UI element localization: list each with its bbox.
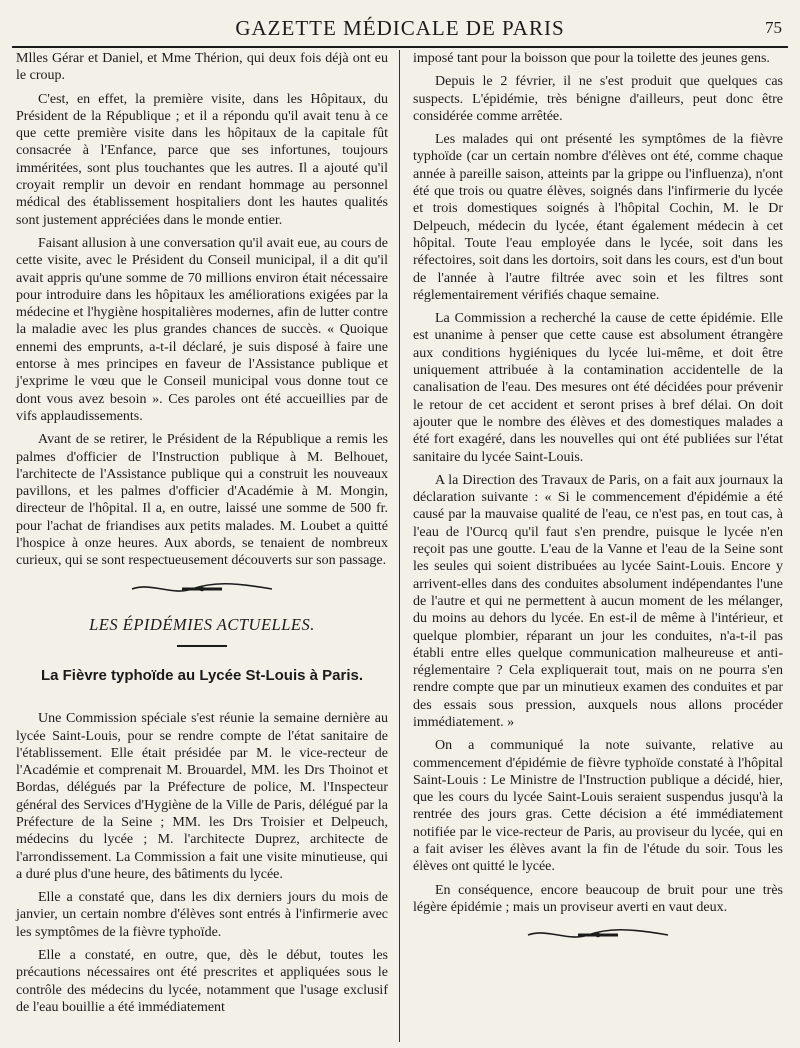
flourish-icon bbox=[127, 580, 277, 598]
left-paragraph-7: Elle a constaté, en outre, que, dès le début, toutes les précautions nécessaires ont été prescrites et appliquées sous le contrôle des médecins du lycée, notamment que l'usage exclusif de l'eau bouillie a été immédiatement bbox=[16, 948, 388, 1015]
right-paragraph-4: La Commission a recherché la cause de cette épidémie. Elle est unanime à penser que cette cause est absolument étrangère aux conditions hygiéniques du lycée lui-même, et doit être uniquement attribuée à la contamination accidentelle de la canalisation de l'eau. Des mesures ont été décidées pour prévenir le retour de cet accident et seront prises à bref délai. On doit ajouter que le nombre des élèves et des domestiques malades a été fort exagéré, dans les nouvelles qui ont été publiées sur l'état sanitaire du lycée Saint-Louis. bbox=[413, 311, 783, 465]
left-paragraph-6: Elle a constaté que, dans les dix derniers jours du mois de janvier, un certain nombre d'élèves sont entrés à l'infirmerie avec les symptômes de la fièvre typhoïde. bbox=[16, 890, 388, 940]
section-title: LES ÉPIDÉMIES ACTUELLES. bbox=[89, 614, 315, 634]
right-paragraph-2: Depuis le 2 février, il ne s'est produit que quelques cas suspects. L'épidémie, très bénigne d'ailleurs, peut donc être considérée comme arrêtée. bbox=[413, 74, 783, 124]
right-paragraph-6: On a communiqué la note suivante, relative au commencement d'épidémie de fièvre typhoïde constaté à l'hôpital Saint-Louis : Le Ministre de l'Instruction publique a décidé, hier, que les cours du lycée Saint-Louis seraient suspendus jusqu'à la rentrée des jours gras. Cette décision a été immédiatement notifiée par le vice-recteur de Paris, au proviseur du lycée, qui en a fait aviser les élèves avant la fin de l'étude du soir. Tous les élèves ont quitté le lycée. bbox=[413, 738, 783, 875]
article-title: La Fièvre typhoïde au Lycée St-Louis à Paris. bbox=[40, 666, 364, 684]
left-paragraph-5: Une Commission spéciale s'est réunie la semaine dernière au lycée Saint-Louis, pour se rendre compte de l'état sanitaire de l'établissement. Elle était présidée par M. le vice-recteur de l'Académie et comprenait M. Brouardel, MM. les Drs Thoinot et Bordas, délégués par la Préfecture de police, M. l'Inspecteur général des Services d'Hygiène de la Ville de Paris, délégué par la Préfecture de la Seine ; MM. les Drs Troisier et Delpeuch, médecins du lycée ; M. l'architecte Duprez, architecte de l'arrondissement. La Commission a fait une visite minutieuse, qui a duré plus d'une heure, des bâtiments du lycée. bbox=[16, 711, 388, 882]
flourish-icon bbox=[523, 926, 673, 944]
journal-title: GAZETTE MÉDICALE DE PARIS bbox=[235, 16, 565, 40]
left-paragraph-4: Avant de se retirer, le Président de la République a remis les palmes d'officier de l'Instruction publique à M. Belhouet, l'architecte de l'Assistance publique qui a construit les nouveaux pavillons, et les palmes d'officier d'Académie à M. Mongin, directeur de l'hôpital. Il a, en outre, laissé une somme de 500 fr. pour l'achat de friandises aux petits malades. M. Loubet a quitté l'hospice à onze heures. Aux abords, se tenaient de nombreux curieux, qui se sont respectueusement découverts sur son passage. bbox=[16, 432, 388, 569]
right-column bbox=[413, 50, 783, 962]
left-column bbox=[16, 50, 388, 1022]
page-number: 75 bbox=[765, 18, 782, 37]
ornament-divider bbox=[16, 580, 388, 598]
right-paragraph-3: Les malades qui ont présenté les symptômes de la fièvre typhoïde (car un certain nombre d'élèves ont été, comme chaque année à pareille saison, atteints par la grippe ou l'influenza), n'ont été que trois ou quatre élèves, soignés dans l'infirmerie du lycée et trois domestiques soignés à l'hôpital Cochin, M. le Dr Delpeuch, médecin du lycée, étant également médecin à cet hôpital. Toute l'eau employée dans le lycée, soit dans les réfectoires, soit dans les dortoirs, soit dans les cours, est d'un bout de l'année à l'autre filtrée avec soin et les filtres sont réglementairement vérifiés chaque semaine. bbox=[413, 132, 783, 303]
page-header bbox=[12, 6, 788, 48]
right-paragraph-5: A la Direction des Travaux de Paris, on a fait aux journaux la déclaration suivante : « Si le commencement d'épidémie a été causé par la mauvaise qualité de l'eau, ce n'est pas, en tout cas, à l'eau de l'Ourcq qu'il faut s'en prendre, puisque le lycée n'en reçoit pas une goutte. L'eau de la Vanne et l'eau de la Seine sont les seules qui soient distribuées au lycée Saint-Louis. Encore y arrivent-elles dans des conduites absolument indépendantes l'une de l'autre et qui ne permettent à aucun moment de les mélanger, du moins au dehors du lycée. En est-il de même à l'intérieur, et quelque plombier, réparant un jour les conduites, n'a-t-il pas établi entre elles quelque communication malheureuse et anti-réglementaire ? Cela expliquerait tout, mais on ne pourra s'en rendre compte que par un minutieux examen des conduites et par des essais sous pression, auxquels nous allons procéder immédiatement. » bbox=[413, 472, 783, 730]
column-divider bbox=[399, 50, 400, 1042]
right-paragraph-1: imposé tant pour la boisson que pour la toilette des jeunes gens. bbox=[413, 51, 770, 66]
ornament-divider-bottom bbox=[413, 926, 783, 944]
left-paragraph-3: Faisant allusion à une conversation qu'il avait eue, au cours de cette visite, avec le Président du Conseil municipal, il a dit qu'il avait appris qu'une somme de 70 millions environ était nécessaire pour introduire dans les hôpitaux les améliorations exigées par la médecine et l'hygiène hospitalières modernes, afin de lutter contre la maladie avec les plus grandes chances de succès. « Quoique ennemi des emprunts, a-t-il déclaré, je suis disposé à faire une entorse à mes principes en faveur de l'Assistance publique et j'exprime le vœu que le Conseil municipal vous donne tout ce dont vous avez besoin ». Ces paroles ont été accueillies par de vifs applaudissements. bbox=[16, 235, 388, 424]
left-paragraph-1: Mlles Gérar et Daniel, et Mme Thérion, qui deux fois déjà ont eu le croup. bbox=[16, 51, 388, 84]
left-paragraph-2: C'est, en effet, la première visite, dans les Hôpitaux, du Président de la République ; et il a répondu qu'il avait tenu à ce que cette première visite dans les hôpitaux de la capitale fût consacrée à l'Enfance, parce que ses infortunes, toujours imméritées, sont plus touchantes que les autres. Il a ajouté qu'il croyait remplir un devoir en rendant hommage au personnel médical des établissement hospitaliers dont les hautes qualités sont justement appréciées dans le monde entier. bbox=[16, 91, 388, 228]
section-rule bbox=[177, 645, 227, 647]
right-paragraph-7: En conséquence, encore beaucoup de bruit pour une très légère épidémie ; mais un proviseur averti en vaut deux. bbox=[413, 882, 783, 915]
